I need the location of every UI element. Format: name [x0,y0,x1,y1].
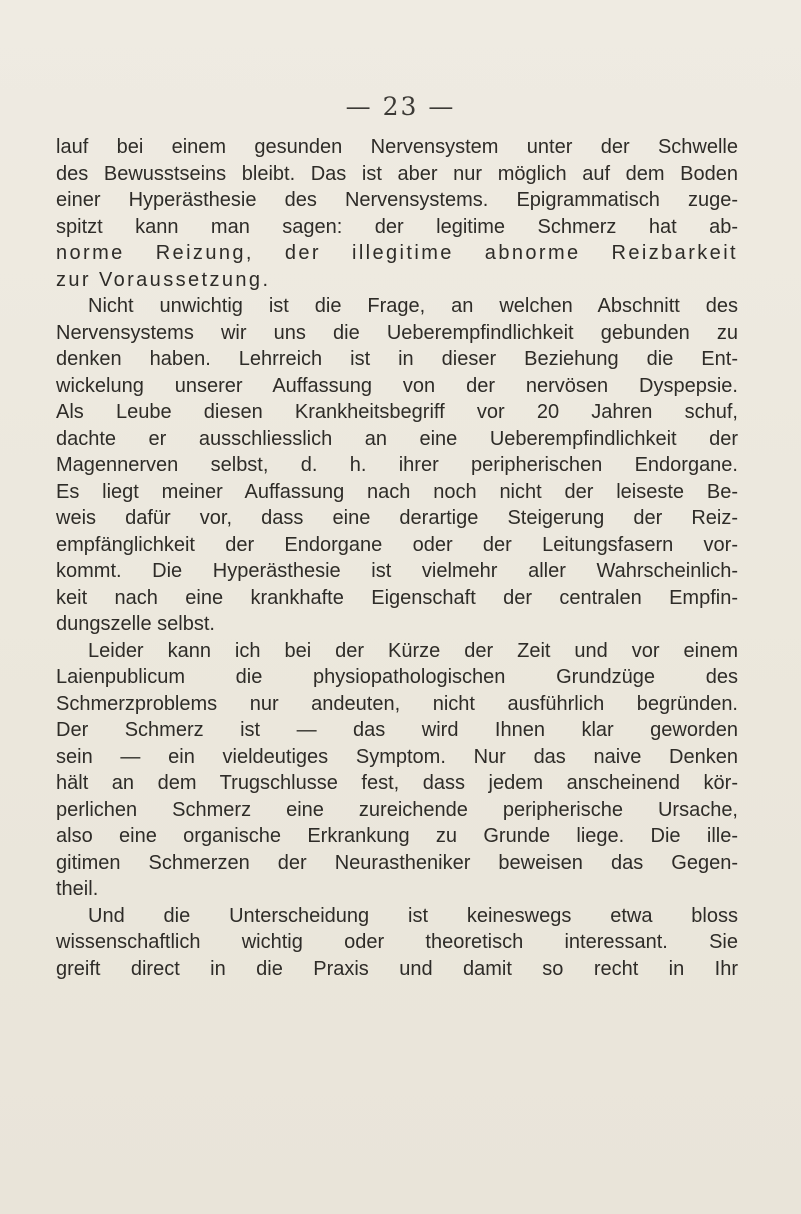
text-line: perlichen Schmerz eine zureichende peripherische Ursache, [56,798,738,821]
text-line: Nicht unwichtig ist die Frage, an welchen Abschnitt des [88,295,738,317]
text-line: Schmerzproblems nur andeuten, nicht ausführlich begründen. [56,692,738,715]
text-line: zur Voraussetzung. [56,268,271,291]
text-line: spitzt kann man sagen: der legitime Schmerz hat ab- [56,215,738,238]
text-line: also eine organische Erkrankung zu Grunde liege. Die ille- [56,825,738,847]
page-number: — 23 — [345,92,456,121]
text-line: empfänglichkeit der Endorgane oder der Leitungsfasern vor- [56,533,738,556]
text-line: Magennerven selbst, d. h. ihrer peripherischen Endorgane. [56,454,738,476]
text-line: Leider kann ich bei der Kürze der Zeit und vor einem [88,639,738,662]
text-line: gitimen Schmerzen der Neurastheniker beweisen das Gegen- [56,851,738,874]
text-line: kommt. Die Hyperästhesie ist vielmehr aller Wahrscheinlich- [56,560,738,582]
text-line: Als Leube diesen Krankheitsbegriff vor 20 Jahren schuf, [56,401,738,423]
text-line: einer Hyperästhesie des Nervensystems. Epigrammatisch zuge- [56,189,738,211]
text-line: theil. [56,878,99,900]
text-line: weis dafür vor, dass eine derartige Steigerung der Reiz- [56,507,738,529]
text-line: denken haben. Lehrreich ist in dieser Beziehung die Ent- [56,348,738,370]
text-line: wissenschaftlich wichtig oder theoretisch interessant. Sie [56,931,738,953]
text-line: Nervensystems wir uns die Ueberempfindlichkeit gebunden zu [56,321,738,344]
text-line: sein — ein vieldeutiges Symptom. Nur das naive Denken [56,745,738,768]
text-line: norme Reizung, der illegitime abnorme Reizbarkeit [56,242,738,264]
text-line: dungszelle selbst. [56,613,215,635]
text-line: Es liegt meiner Auffassung nach noch nicht der leiseste Be- [56,480,738,503]
text-line: hält an dem Trugschlusse fest, dass jedem anscheinend kör- [56,772,738,794]
text-line: Der Schmerz ist — das wird Ihnen klar geworden [56,719,738,741]
text-line: dachte er ausschliesslich an eine Ueberempfindlichkeit der [56,427,738,450]
text-line: wickelung unserer Auffassung von der nervösen Dyspepsie. [56,374,738,397]
text-line: lauf bei einem gesunden Nervensystem unter der Schwelle [56,136,738,158]
text-line: keit nach eine krankhafte Eigenschaft der centralen Empfin- [56,586,738,609]
text-line: Laienpublicum die physiopathologischen Grundzüge des [56,666,738,688]
text-line: Und die Unterscheidung ist keineswegs etwa bloss [88,904,738,927]
body-text [56,134,738,982]
text-line: des Bewusstseins bleibt. Das ist aber nur möglich auf dem Boden [56,162,738,185]
text-line: greift direct in die Praxis und damit so recht in Ihr [56,957,738,980]
